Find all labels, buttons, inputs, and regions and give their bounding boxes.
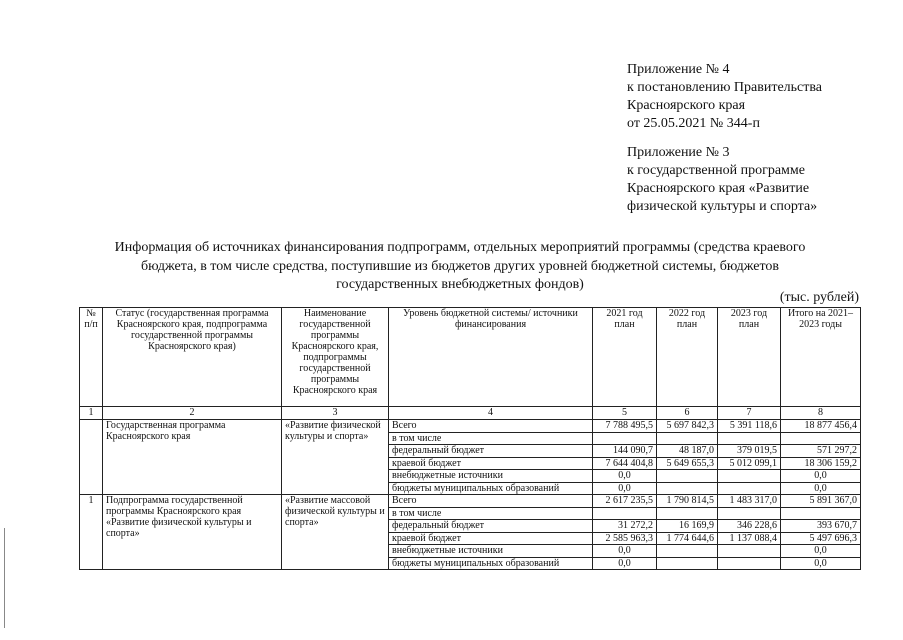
col-number-6: 6 — [657, 407, 718, 420]
value-2021: 7 788 495,5 — [593, 420, 657, 433]
header-2021 — [593, 308, 657, 407]
annex-3-line-3: Красноярского края «Развитие — [627, 181, 810, 196]
col-number-2: 2 — [103, 407, 282, 420]
annex-4-line-4: от 25.05.2021 № 344-п — [627, 116, 760, 131]
header-name: Наименование государственной программы Красноярского края, подпрограммы государственной программы Красноярского края — [282, 308, 389, 407]
group-program-name: «Развитие массовой физической культуры и спорта» — [282, 495, 389, 570]
group-number: 1 — [80, 495, 103, 570]
annex-4-line-2: к постановлению Правительства — [627, 80, 823, 95]
value-total: 0,0 — [781, 545, 861, 558]
value-2023 — [718, 432, 781, 445]
value-total: 18 877 456,4 — [781, 420, 861, 433]
value-total — [781, 432, 861, 445]
annex-4-line-3: Красноярского края — [627, 98, 746, 113]
header-2022-year: 2022 год — [668, 308, 706, 319]
value-total: 0,0 — [781, 470, 861, 483]
units-label: (тыс. рублей) — [779, 290, 859, 305]
col-number-7: 7 — [718, 407, 781, 420]
page-edge-line — [4, 528, 5, 628]
group-number — [80, 420, 103, 495]
value-2022 — [657, 482, 718, 495]
value-2022: 5 649 655,3 — [657, 457, 718, 470]
header-2023-year: 2023 год — [730, 308, 768, 319]
header-no: № п/п — [80, 308, 103, 407]
col-number-5: 5 — [593, 407, 657, 420]
col-number-8: 8 — [781, 407, 861, 420]
value-2021: 2 617 235,5 — [593, 495, 657, 508]
value-2022 — [657, 432, 718, 445]
value-2021: 2 585 963,3 — [593, 532, 657, 545]
table-row — [80, 495, 861, 508]
value-2023: 1 137 088,4 — [718, 532, 781, 545]
value-2023 — [718, 470, 781, 483]
document-title-line-3: государственных внебюджетных фондов) — [336, 277, 584, 292]
level-cell: краевой бюджет — [389, 532, 593, 545]
annex-4-block — [627, 61, 822, 133]
level-cell: федеральный бюджет — [389, 520, 593, 533]
header-2023-plan: план — [738, 319, 760, 330]
value-2023: 346 228,6 — [718, 520, 781, 533]
level-cell: бюджеты муниципальных образований — [389, 557, 593, 570]
group-program-name: «Развитие физической культуры и спорта» — [282, 420, 389, 495]
document-title-line-1: Информация об источниках финансирования подпрограмм, отдельных мероприятий программы (средства краевого — [114, 240, 806, 255]
value-2021: 0,0 — [593, 557, 657, 570]
value-2022: 48 187,0 — [657, 445, 718, 458]
level-cell: внебюджетные источники — [389, 470, 593, 483]
value-total: 0,0 — [781, 482, 861, 495]
value-2023: 5 391 118,6 — [718, 420, 781, 433]
value-2023 — [718, 557, 781, 570]
value-2022: 1 774 644,6 — [657, 532, 718, 545]
value-2023: 379 019,5 — [718, 445, 781, 458]
value-2022 — [657, 557, 718, 570]
value-2021: 7 644 404,8 — [593, 457, 657, 470]
value-2021: 0,0 — [593, 470, 657, 483]
annex-4-line-1: Приложение № 4 — [627, 62, 730, 77]
level-cell: краевой бюджет — [389, 457, 593, 470]
annex-3-block — [627, 144, 817, 216]
value-2021 — [593, 432, 657, 445]
table-row — [80, 420, 861, 433]
level-cell: Всего — [389, 495, 593, 508]
value-total: 5 891 367,0 — [781, 495, 861, 508]
header-2021-year: 2021 год — [606, 308, 643, 319]
value-total: 0,0 — [781, 557, 861, 570]
level-cell: Всего — [389, 420, 593, 433]
value-2022: 5 697 842,3 — [657, 420, 718, 433]
level-cell: внебюджетные источники — [389, 545, 593, 558]
col-number-3: 3 — [282, 407, 389, 420]
group-status: Государственная программа Красноярского края — [103, 420, 282, 495]
header-level: Уровень бюджетной системы/ источники финансирования — [389, 308, 593, 407]
value-2023: 5 012 099,1 — [718, 457, 781, 470]
level-cell: бюджеты муниципальных образований — [389, 482, 593, 495]
header-2022 — [657, 308, 718, 407]
value-2022 — [657, 545, 718, 558]
value-2023 — [718, 482, 781, 495]
level-cell: в том числе — [389, 507, 593, 520]
header-row — [80, 308, 861, 407]
value-2021: 31 272,2 — [593, 520, 657, 533]
value-2023: 1 483 317,0 — [718, 495, 781, 508]
annex-3-line-2: к государственной программе — [627, 163, 805, 178]
value-2023 — [718, 507, 781, 520]
header-2022-plan: план — [676, 319, 698, 330]
document-title — [60, 239, 860, 295]
annex-3-line-1: Приложение № 3 — [627, 145, 730, 160]
value-2021: 0,0 — [593, 545, 657, 558]
value-total: 18 306 159,2 — [781, 457, 861, 470]
column-number-row — [80, 407, 861, 420]
group-status: Подпрограмма государственной программы Красноярского края «Развитие физической культуры и спорта» — [103, 495, 282, 570]
value-2023 — [718, 545, 781, 558]
header-status: Статус (государственная программа Красноярского края, подпрограмма государственной программы Красноярского края) — [103, 308, 282, 407]
value-2021: 0,0 — [593, 482, 657, 495]
col-number-4: 4 — [389, 407, 593, 420]
value-2022: 1 790 814,5 — [657, 495, 718, 508]
value-2021: 144 090,7 — [593, 445, 657, 458]
value-2022 — [657, 507, 718, 520]
header-2021-plan: план — [614, 319, 635, 330]
value-total — [781, 507, 861, 520]
value-total: 571 297,2 — [781, 445, 861, 458]
value-2021 — [593, 507, 657, 520]
level-cell: в том числе — [389, 432, 593, 445]
header-total: Итого на 2021–2023 годы — [781, 308, 861, 407]
header-2023 — [718, 308, 781, 407]
financing-table — [79, 307, 861, 570]
value-total: 5 497 696,3 — [781, 532, 861, 545]
level-cell: федеральный бюджет — [389, 445, 593, 458]
document-title-line-2: бюджета, в том числе средства, поступившие из бюджетов других уровней бюджетной системы, бюджетов — [141, 258, 779, 274]
annex-3-line-4: физической культуры и спорта» — [627, 199, 818, 214]
value-2022 — [657, 470, 718, 483]
col-number-1: 1 — [80, 407, 103, 420]
value-total: 393 670,7 — [781, 520, 861, 533]
value-2022: 16 169,9 — [657, 520, 718, 533]
